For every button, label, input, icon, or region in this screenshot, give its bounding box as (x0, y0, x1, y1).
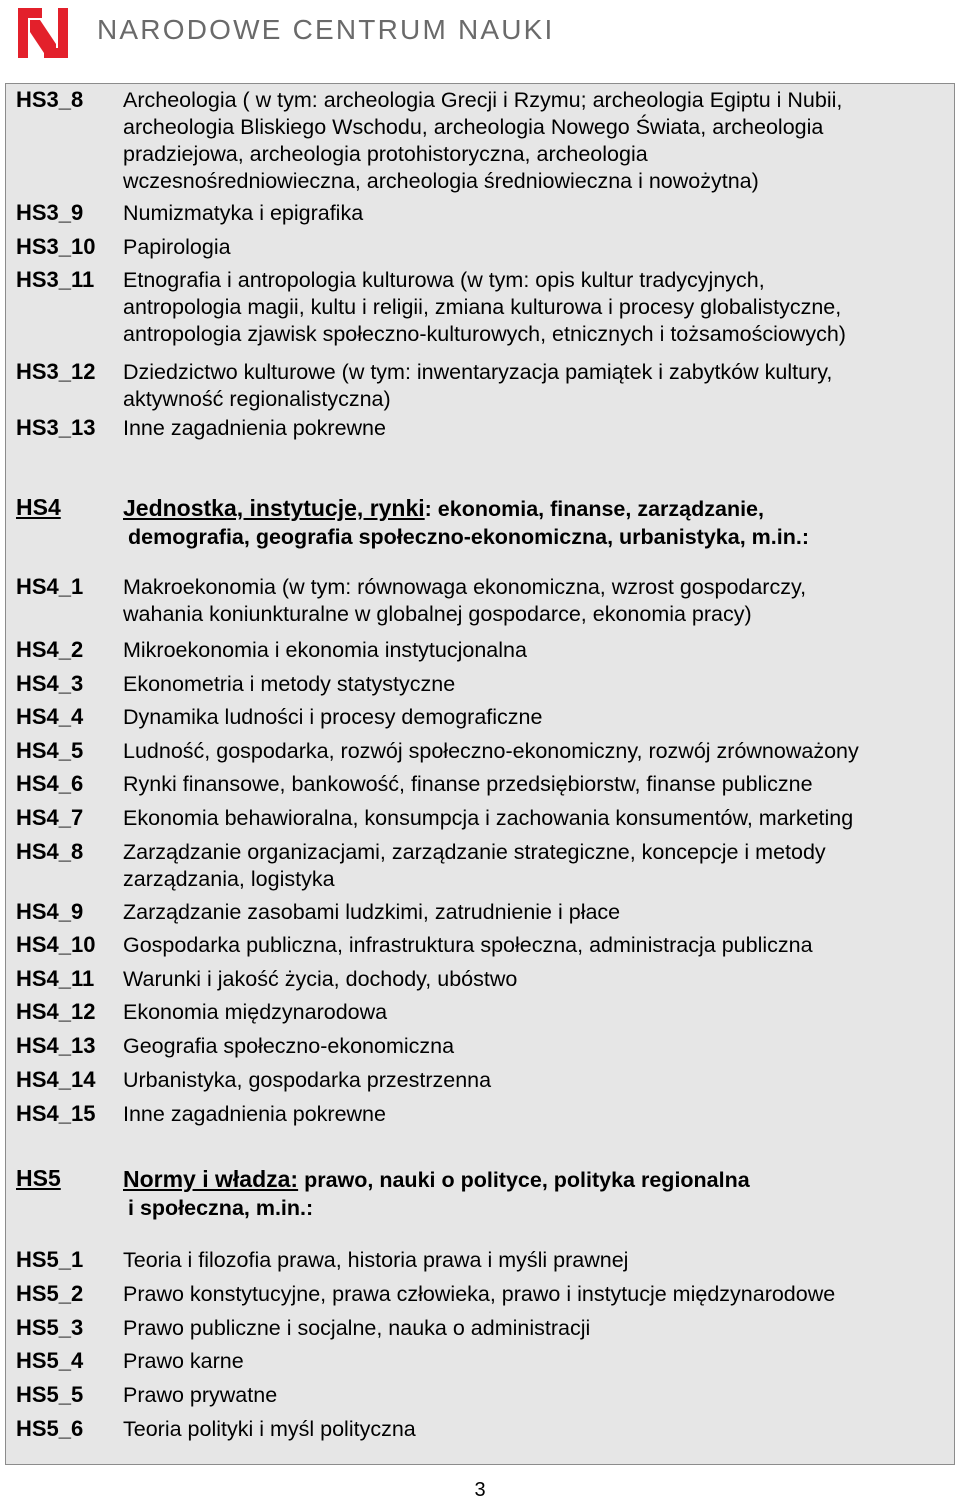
item-label: Warunki i jakość życia, dochody, ubóstwo (123, 967, 518, 991)
item-label: Papirologia (123, 235, 231, 259)
item-code: HS4_13 (16, 1033, 96, 1058)
item-label: Inne zagadnienia pokrewne (123, 1102, 386, 1126)
item-code: HS3_13 (16, 415, 96, 440)
item-label: Prawo publiczne i socjalne, nauka o administracji (123, 1316, 591, 1340)
item-code: HS3_9 (16, 200, 84, 225)
item-label: Ekonometria i metody statystyczne (123, 672, 456, 696)
section-title-main: Jednostka, instytucje, rynki (123, 495, 425, 521)
item-label: Zarządzanie zasobami ludzkimi, zatrudnienie i płace (123, 900, 621, 924)
item-code: HS4_9 (16, 899, 84, 924)
item-code: HS4_15 (16, 1101, 96, 1126)
item-label: Dziedzictwo kulturowe (w tym: inwentaryzacja pamiątek i zabytków kultury, aktywność regionalistyczna) (123, 360, 833, 411)
item-code: HS4_4 (16, 704, 84, 729)
item-label: Urbanistyka, gospodarka przestrzenna (123, 1068, 492, 1092)
section-title-rest: : ekonomia, finanse, zarządzanie, (424, 497, 764, 521)
section-code: HS5 (16, 1165, 61, 1191)
section-code: HS4 (16, 494, 61, 520)
item-code: HS3_12 (16, 359, 96, 384)
item-code: HS5_1 (16, 1247, 84, 1272)
item-code: HS4_3 (16, 671, 84, 696)
section-title (123, 1165, 943, 1222)
section-title-rest: prawo, nauki o polityce, polityka regionalna (298, 1168, 750, 1192)
item-label: Prawo karne (123, 1349, 244, 1373)
item-code: HS4_5 (16, 738, 84, 763)
section-title-line2: i społeczna, m.in.: (128, 1196, 314, 1220)
section-title (123, 494, 943, 551)
item-code: HS4_6 (16, 771, 84, 796)
item-label: Prawo konstytucyjne, prawa człowieka, prawo i instytucje międzynarodowe (123, 1282, 836, 1306)
item-code: HS5_6 (16, 1416, 84, 1441)
item-code: HS4_8 (16, 839, 84, 864)
item-code: HS3_11 (16, 267, 95, 292)
item-label: Rynki finansowe, bankowość, finanse przedsiębiorstw, finanse publiczne (123, 772, 813, 796)
ncn-logo-icon (14, 4, 72, 62)
page-number: 3 (474, 1479, 486, 1501)
item-code: HS5_4 (16, 1348, 84, 1373)
organization-name: NARODOWE CENTRUM NAUKI (97, 14, 555, 45)
section-title-main: Normy i władza: (123, 1166, 299, 1192)
item-code: HS3_10 (16, 234, 96, 259)
item-code: HS4_12 (16, 999, 96, 1024)
item-label: Teoria polityki i myśl polityczna (123, 1417, 416, 1441)
item-code: HS5_2 (16, 1281, 84, 1306)
item-code: HS3_8 (16, 87, 84, 112)
item-code: HS4_14 (16, 1067, 96, 1092)
item-label: Prawo prywatne (123, 1383, 278, 1407)
item-label: Archeologia ( w tym: archeologia Grecji i Rzymu; archeologia Egiptu i Nubii, archeologia Bliskiego Wschodu, archeologia Nowego Świata, archeologia pradziejowa, archeologia protohistoryczna, archeologia wczesnośredniowieczna, archeologia średniowieczna i nowożytna) (123, 88, 843, 193)
item-code: HS4_2 (16, 637, 84, 662)
item-label: Teoria i filozofia prawa, historia prawa i myśli prawnej (123, 1248, 629, 1272)
item-code: HS4_7 (16, 805, 84, 830)
item-label: Inne zagadnienia pokrewne (123, 416, 386, 440)
item-label: Numizmatyka i epigrafika (123, 201, 364, 225)
item-label: Etnografia i antropologia kulturowa (w tym: opis kultur tradycyjnych, antropologia magii, kultu i religii, zmiana kulturowa i procesy globalistyczne, antropologia zjawisk społeczno-kulturowych, etnicznych i tożsamościowych) (123, 268, 846, 346)
section-title-line2: demografia, geografia społeczno-ekonomiczna, urbanistyka, m.in.: (128, 525, 809, 549)
discipline-panel (5, 83, 955, 1465)
item-code: HS5_5 (16, 1382, 84, 1407)
item-label: Ekonomia behawioralna, konsumpcja i zachowania konsumentów, marketing (123, 806, 854, 830)
item-label: Makroekonomia (w tym: równowaga ekonomiczna, wzrost gospodarczy, wahania koniunkturalne w globalnej gospodarce, ekonomia pracy) (123, 575, 807, 626)
page-header (0, 0, 960, 70)
item-label: Ludność, gospodarka, rozwój społeczno-ekonomiczny, rozwój zrównoważony (123, 739, 859, 763)
item-label: Gospodarka publiczna, infrastruktura społeczna, administracja publiczna (123, 933, 813, 957)
item-label: Zarządzanie organizacjami, zarządzanie strategiczne, koncepcje i metody zarządzania, logistyka (123, 840, 826, 891)
item-code: HS4_11 (16, 966, 95, 991)
item-label: Mikroekonomia i ekonomia instytucjonalna (123, 638, 527, 662)
item-label: Geografia społeczno-ekonomiczna (123, 1034, 455, 1058)
item-code: HS4_1 (16, 574, 84, 599)
item-code: HS5_3 (16, 1315, 84, 1340)
item-label: Ekonomia międzynarodowa (123, 1000, 388, 1024)
item-code: HS4_10 (16, 932, 96, 957)
item-label: Dynamika ludności i procesy demograficzne (123, 705, 543, 729)
